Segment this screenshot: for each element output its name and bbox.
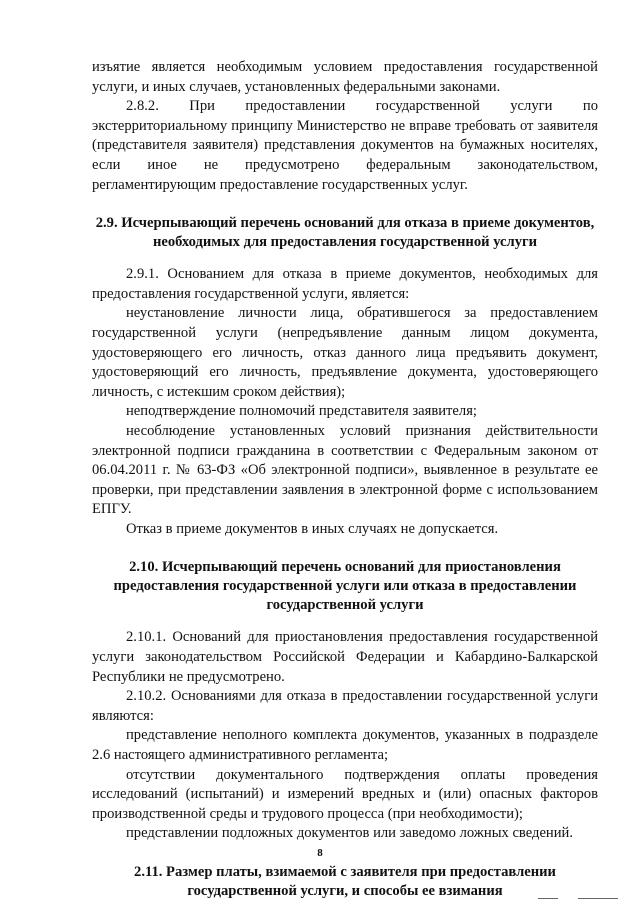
heading-2-10: 2.10. Исчерпывающий перечень оснований для приостановления предоставления государственной услуги или отказа в предоставлении государственной услуги [113, 559, 577, 614]
list-item-incomplete-docs: представление неполного комплекта документов, указанных в подразделе 2.6 настоящего административного регламента; [92, 727, 598, 764]
scan-artifact [578, 898, 618, 899]
heading-2-9: 2.9. Исчерпывающий перечень оснований для отказа в приеме документов, необходимых для предоставления государственной услуги [95, 215, 595, 251]
paragraph-2-10-1: 2.10.1. Оснований для приостановления предоставления государственной услуги законодательством Российской Федерации и Кабардино-Балкарской Республики не предусмотрено. [92, 629, 598, 685]
paragraph-2-9-1: 2.9.1. Основанием для отказа в приеме документов, необходимых для предоставления государственной услуги, является: [92, 266, 598, 302]
document-body [92, 58, 598, 901]
paragraph-2-10-2: 2.10.2. Основаниями для отказа в предоставлении государственной услуги являются: [92, 688, 598, 724]
paragraph-refusal-note: Отказ в приеме документов в иных случаях не допускается. [126, 520, 499, 537]
list-item-identity: неустановление личности лица, обратившегося за предоставлением государственной услуги (непредъявление данным лицом документа, удостоверяющего его личность, отказ данного лица предъявить документ, удостоверяющий его личность, предъявление документа, удостоверяющего личность, с истекшим сроком действия); [92, 305, 598, 400]
paragraph-2-8-2: 2.8.2. При предоставлении государственной услуги по экстерриториальному принципу Министерство не вправе требовать от заявителя (представителя заявителя) представления документов на бумажных носителях, если иное не предусмотрено федеральным законодательством, регламентирующим предоставление государственных услуг. [92, 98, 598, 193]
list-item-forged-docs: представлении подложных документов или заведомо ложных сведений. [126, 825, 574, 842]
list-item-authority: неподтверждение полномочий представителя заявителя; [126, 403, 477, 420]
list-item-no-payment: отсутствии документального подтверждения оплаты проведения исследований (испытаний) и измерений вредных и (или) опасных факторов производственной среды и трудового процесса (при необходимости); [92, 766, 598, 822]
paragraph-continuation: изъятие является необходимым условием предоставления государственной услуги, и иных случаев, установленных федеральными законами. [92, 59, 598, 95]
scan-artifact [538, 898, 558, 899]
page-number: 8 [317, 847, 323, 859]
list-item-signature: несоблюдение установленных условий признания действительности электронной подписи гражданина в соответствии с Федеральным законом от 06.04.2011 г. № 63-ФЗ «Об электронной подписи», выявленное в результате ее проверки, при представлении заявления в электронной форме с использованием ЕПГУ. [92, 422, 598, 518]
heading-2-11: 2.11. Размер платы, взимаемой с заявителя при предоставлении государственной услуги, и способы ее взимания [134, 864, 556, 899]
